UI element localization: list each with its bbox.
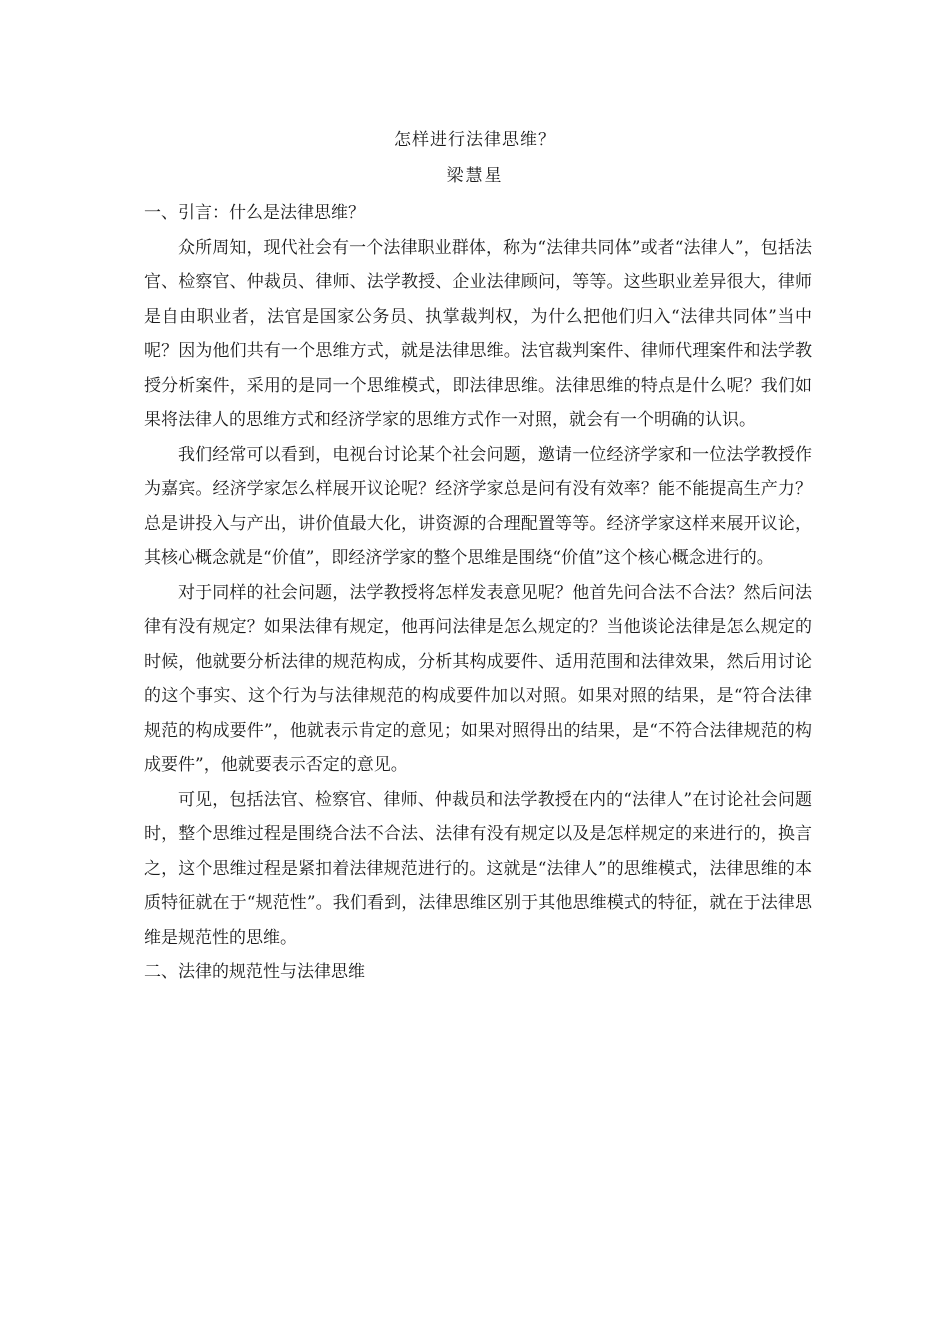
document-body (144, 196, 812, 990)
paragraph-2: 我们经常可以看到，电视台讨论某个社会问题，邀请一位经济学家和一位法学教授作为嘉宾。经济学家怎么样展开议论呢？经济学家总是问有没有效率？能不能提高生产力？总是讲投入与产出，讲价值最大化，讲资源的合理配置等等。经济学家这样来展开议论，其核心概念就是“价值”，即经济学家的整个思维是围绕“价值”这个核心概念进行的。 (144, 444, 812, 568)
section-heading-1: 一、引言：什么是法律思维？ (144, 203, 365, 223)
paragraph-1: 众所周知，现代社会有一个法律职业群体，称为“法律共同体”或者“法律人”，包括法官、检察官、仲裁员、律师、法学教授、企业法律顾问，等等。这些职业差异很大，律师是自由职业者，法官是国家公务员、执掌裁判权，为什么把他们归入“法律共同体”当中呢？因为他们共有一个思维方式，就是法律思维。法官裁判案件、律师代理案件和法学教授分析案件，采用的是同一个思维模式，即法律思维。法律思维的特点是什么呢？我们如果将法律人的思维方式和经济学家的思维方式作一对照，就会有一个明确的认识。 (144, 237, 812, 430)
document-author: 梁慧星 (446, 166, 504, 186)
document-title: 怎样进行法律思维？ (394, 130, 556, 150)
section-heading-2: 二、法律的规范性与法律思维 (144, 962, 365, 982)
paragraph-4: 可见，包括法官、检察官、律师、仲裁员和法学教授在内的“法律人”在讨论社会问题时，整个思维过程是围绕合法不合法、法律有没有规定以及是怎样规定的来进行的，换言之，这个思维过程是紧扣着法律规范进行的。这就是“法律人”的思维模式，法律思维的本质特征就在于“规范性”。我们看到，法律思维区别于其他思维模式的特征，就在于法律思维是规范性的思维。 (144, 789, 812, 948)
paragraph-3: 对于同样的社会问题，法学教授将怎样发表意见呢？他首先问合法不合法？然后问法律有没有规定？如果法律有规定，他再问法律是怎么规定的？当他谈论法律是怎么规定的时候，他就要分析法律的规范构成，分析其构成要件、适用范围和法律效果，然后用讨论的这个事实、这个行为与法律规范的构成要件加以对照。如果对照的结果，是“符合法律规范的构成要件”，他就表示肯定的意见；如果对照得出的结果，是“不符合法律规范的构成要件”，他就要表示否定的意见。 (144, 582, 812, 775)
